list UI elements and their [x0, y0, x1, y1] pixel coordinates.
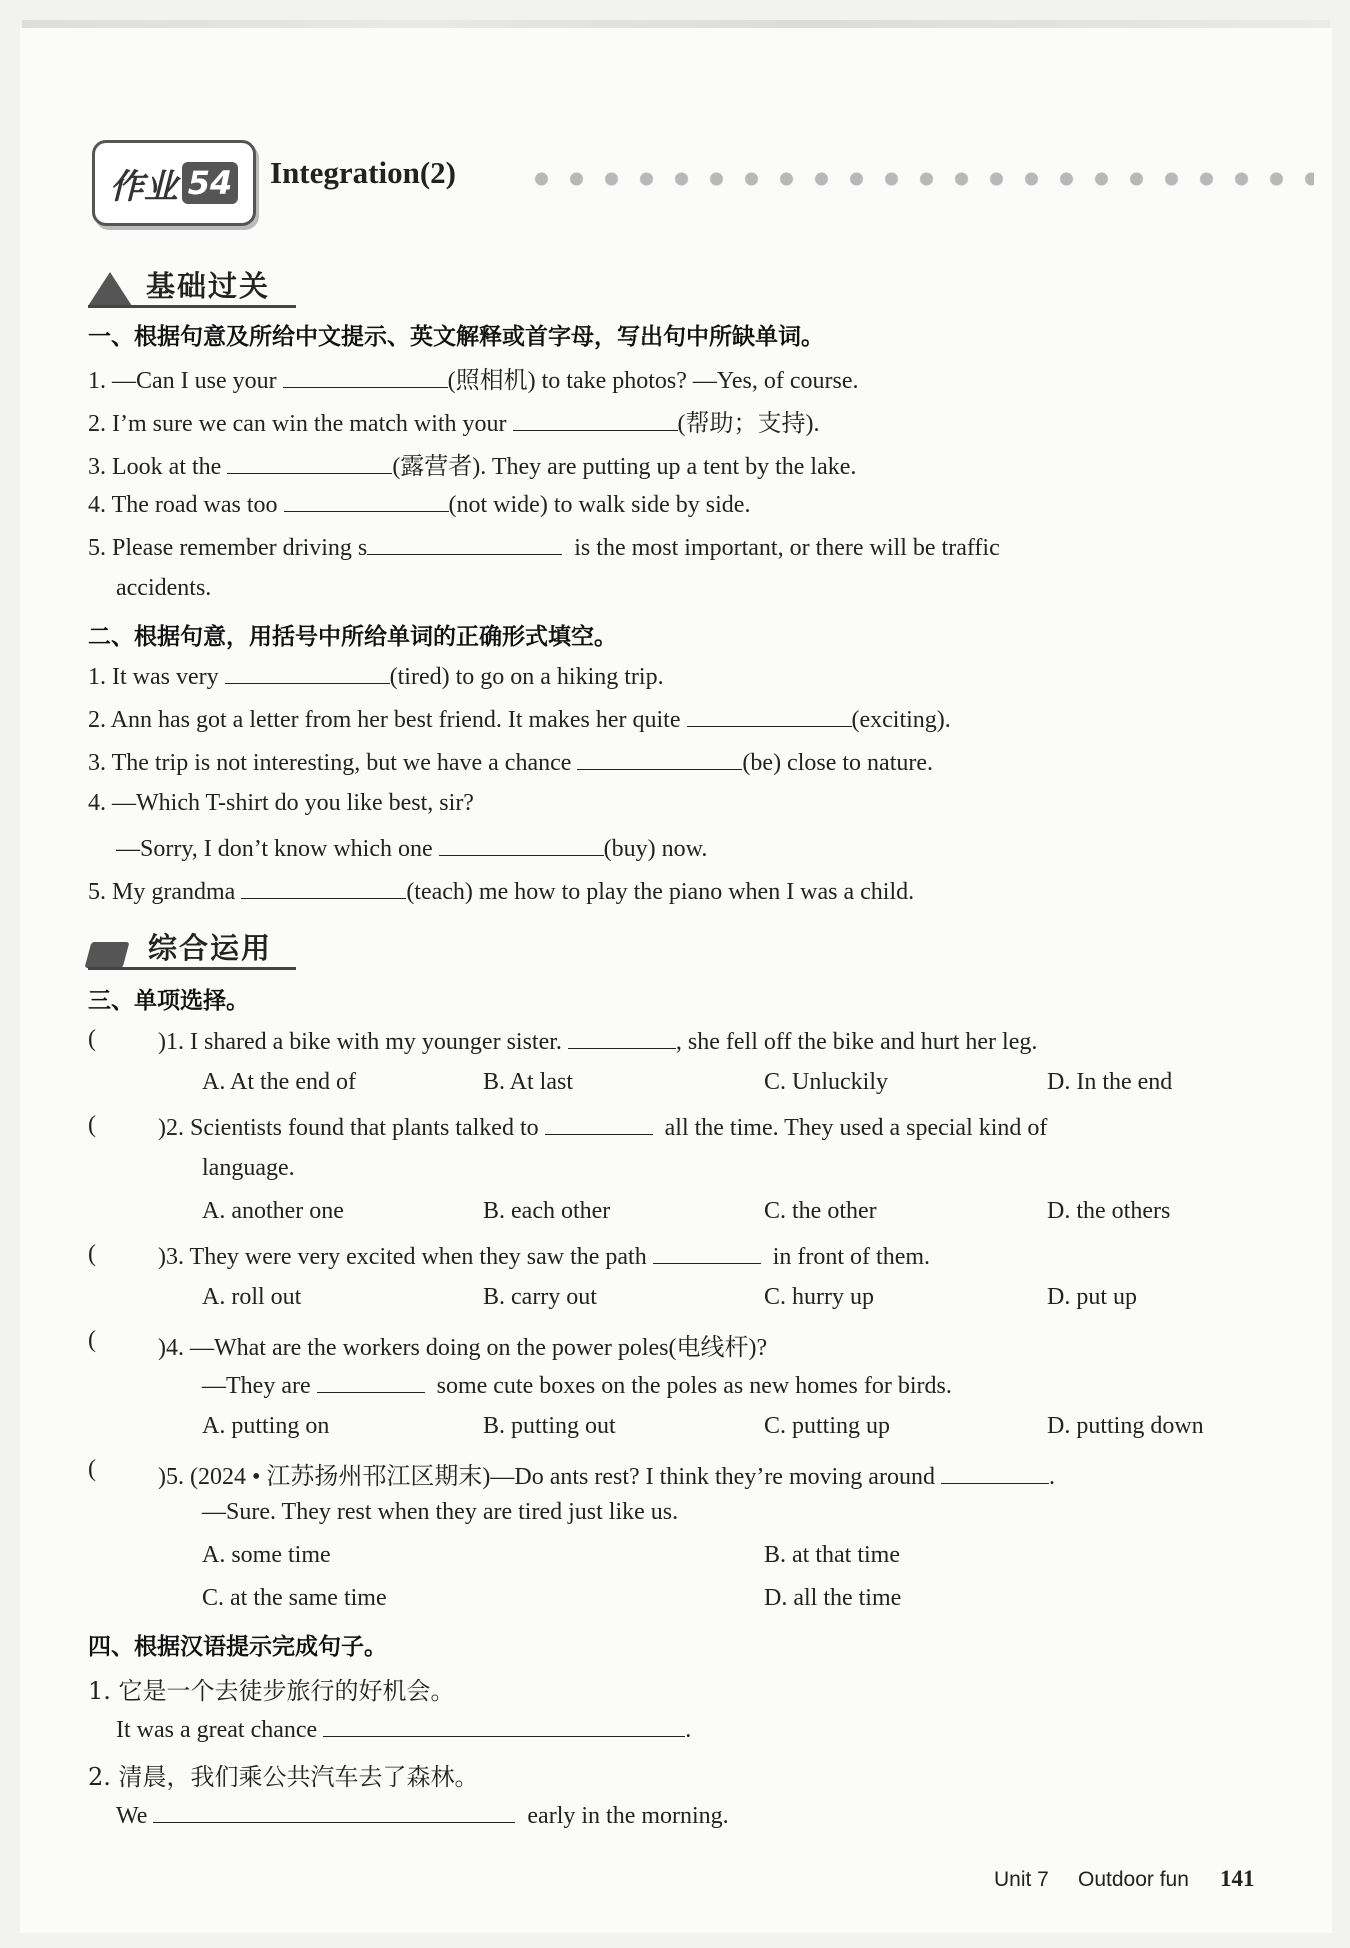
part2-q4: 4. —Which T-shirt do you like best, sir?	[88, 790, 474, 816]
part1-q4: 4. The road was too (not wide) to walk side by side.	[88, 489, 750, 519]
mc-q2-option-b[interactable]: B. each other	[483, 1198, 611, 1224]
part4-q2-english: We early in the morning.	[116, 1800, 729, 1830]
homework-number: 54	[182, 162, 239, 204]
decorative-dots	[524, 172, 1314, 186]
mc-q5-option-b[interactable]: B. at that time	[764, 1542, 900, 1568]
mc-q4-option-a[interactable]: A. putting on	[202, 1413, 330, 1439]
mc-q5: )5. (2024 • 江苏扬州邗江区期末)—Do ants rest? I think they’re moving around .	[158, 1456, 1055, 1491]
mc-q3-option-c[interactable]: C. hurry up	[764, 1284, 874, 1310]
mc-q4-option-c[interactable]: C. putting up	[764, 1413, 891, 1439]
section-banner-integrated	[88, 926, 328, 970]
part1-q3: 3. Look at the (露营者). They are putting up a tent by the lake.	[88, 446, 856, 481]
homework-label: 作业	[109, 166, 178, 207]
mc-q5-option-c[interactable]: C. at the same time	[202, 1585, 387, 1611]
answer-blank[interactable]	[941, 1461, 1049, 1484]
part4-heading: 四、根据汉语提示完成句子。	[88, 1634, 387, 1660]
answer-blank[interactable]	[439, 833, 604, 856]
answer-blank[interactable]	[284, 489, 449, 512]
mc-q1-option-c[interactable]: C. Unluckily	[764, 1069, 888, 1095]
part1-heading: 一、根据句意及所给中文提示、英文解释或首字母，写出句中所缺单词。	[88, 324, 824, 350]
mc-q2-option-a[interactable]: A. another one	[202, 1198, 344, 1224]
part1-q2: 2. I’m sure we can win the match with your (帮助；支持).	[88, 403, 820, 438]
mc-q1: )1. I shared a bike with my younger sister. , she fell off the bike and hurt her leg.	[158, 1026, 1037, 1056]
mc-q1-option-b[interactable]: B. At last	[483, 1069, 574, 1095]
mc-q2: )2. Scientists found that plants talked to all the time. They used a special kind of	[158, 1112, 1047, 1142]
part4-q2-chinese: 2. 清晨，我们乘公共汽车去了森林。	[88, 1763, 479, 1791]
lesson-title: Integration(2)	[270, 155, 456, 190]
mc-q3: )3. They were very excited when they saw the path in front of them.	[158, 1241, 930, 1271]
answer-blank[interactable]	[577, 747, 742, 770]
answer-blank[interactable]	[653, 1241, 761, 1264]
mc-q3-option-a[interactable]: A. roll out	[202, 1284, 302, 1310]
mc-q4-option-b[interactable]: B. putting out	[483, 1413, 616, 1439]
section-banner-label: 综合运用	[148, 931, 273, 965]
mc-q4-line2: —They are some cute boxes on the poles as new homes for birds.	[202, 1370, 952, 1400]
mc-q5-option-d[interactable]: D. all the time	[764, 1585, 902, 1611]
answer-blank[interactable]	[367, 532, 562, 555]
answer-blank[interactable]	[283, 365, 448, 388]
answer-paren[interactable]: (	[88, 1112, 96, 1138]
mc-q4-option-d[interactable]: D. putting down	[1047, 1413, 1204, 1439]
mountain-icon	[88, 272, 132, 306]
mc-q1-option-d[interactable]: D. In the end	[1047, 1069, 1173, 1095]
answer-blank[interactable]	[241, 876, 406, 899]
mc-q3-option-b[interactable]: B. carry out	[483, 1284, 597, 1310]
part2-q1: 1. It was very (tired) to go on a hiking trip.	[88, 661, 664, 691]
answer-paren[interactable]: (	[88, 1456, 96, 1482]
mc-q1-option-a[interactable]: A. At the end of	[202, 1069, 356, 1095]
mc-q5-line2: —Sure. They rest when they are tired just like us.	[202, 1499, 679, 1525]
part4-q1-english: It was a great chance .	[116, 1714, 691, 1744]
mc-q4: )4. —What are the workers doing on the power poles(电线杆)?	[158, 1335, 768, 1361]
answer-blank[interactable]	[153, 1800, 515, 1823]
part1-q1: 1. —Can I use your (照相机) to take photos? —Yes, of course.	[88, 360, 858, 395]
answer-paren[interactable]: (	[88, 1026, 96, 1052]
mc-q2-option-d[interactable]: D. the others	[1047, 1198, 1171, 1224]
homework-badge	[92, 140, 256, 226]
mc-q2-option-c[interactable]: C. the other	[764, 1198, 877, 1224]
answer-blank[interactable]	[513, 408, 678, 431]
answer-blank[interactable]	[225, 661, 390, 684]
answer-blank[interactable]	[317, 1370, 425, 1393]
banner-underline	[88, 967, 296, 970]
answer-blank[interactable]	[323, 1714, 685, 1737]
answer-blank[interactable]	[227, 451, 392, 474]
answer-paren[interactable]: (	[88, 1327, 96, 1353]
footer-topic: Outdoor fun	[1078, 1868, 1189, 1891]
mc-q3-option-d[interactable]: D. put up	[1047, 1284, 1137, 1310]
footer-unit: Unit 7	[994, 1868, 1049, 1891]
part2-q5: 5. My grandma (teach) me how to play the piano when I was a child.	[88, 876, 914, 906]
mc-q5-option-a[interactable]: A. some time	[202, 1542, 331, 1568]
part1-q5-cont: accidents.	[116, 575, 212, 601]
part2-q3: 3. The trip is not interesting, but we have a chance (be) close to nature.	[88, 747, 933, 777]
part1-q5: 5. Please remember driving s is the most important, or there will be traffic	[88, 532, 1000, 562]
part4-q1-chinese: 1. 它是一个去徒步旅行的好机会。	[88, 1677, 455, 1705]
section-banner-label: 基础过关	[146, 269, 271, 303]
answer-blank[interactable]	[687, 704, 852, 727]
answer-blank[interactable]	[545, 1112, 653, 1135]
block-icon	[85, 942, 130, 968]
part2-q4-reply: —Sorry, I don’t know which one (buy) now.	[116, 833, 707, 863]
part2-q2: 2. Ann has got a letter from her best friend. It makes her quite (exciting).	[88, 704, 951, 734]
page-number: 141	[1220, 1866, 1255, 1891]
section-banner-basic	[88, 264, 328, 308]
mc-q2-cont: language.	[202, 1155, 295, 1181]
answer-blank[interactable]	[568, 1026, 676, 1049]
part3-heading: 三、单项选择。	[88, 988, 249, 1014]
answer-paren[interactable]: (	[88, 1241, 96, 1267]
banner-underline	[88, 305, 296, 308]
part2-heading: 二、根据句意，用括号中所给单词的正确形式填空。	[88, 624, 617, 650]
